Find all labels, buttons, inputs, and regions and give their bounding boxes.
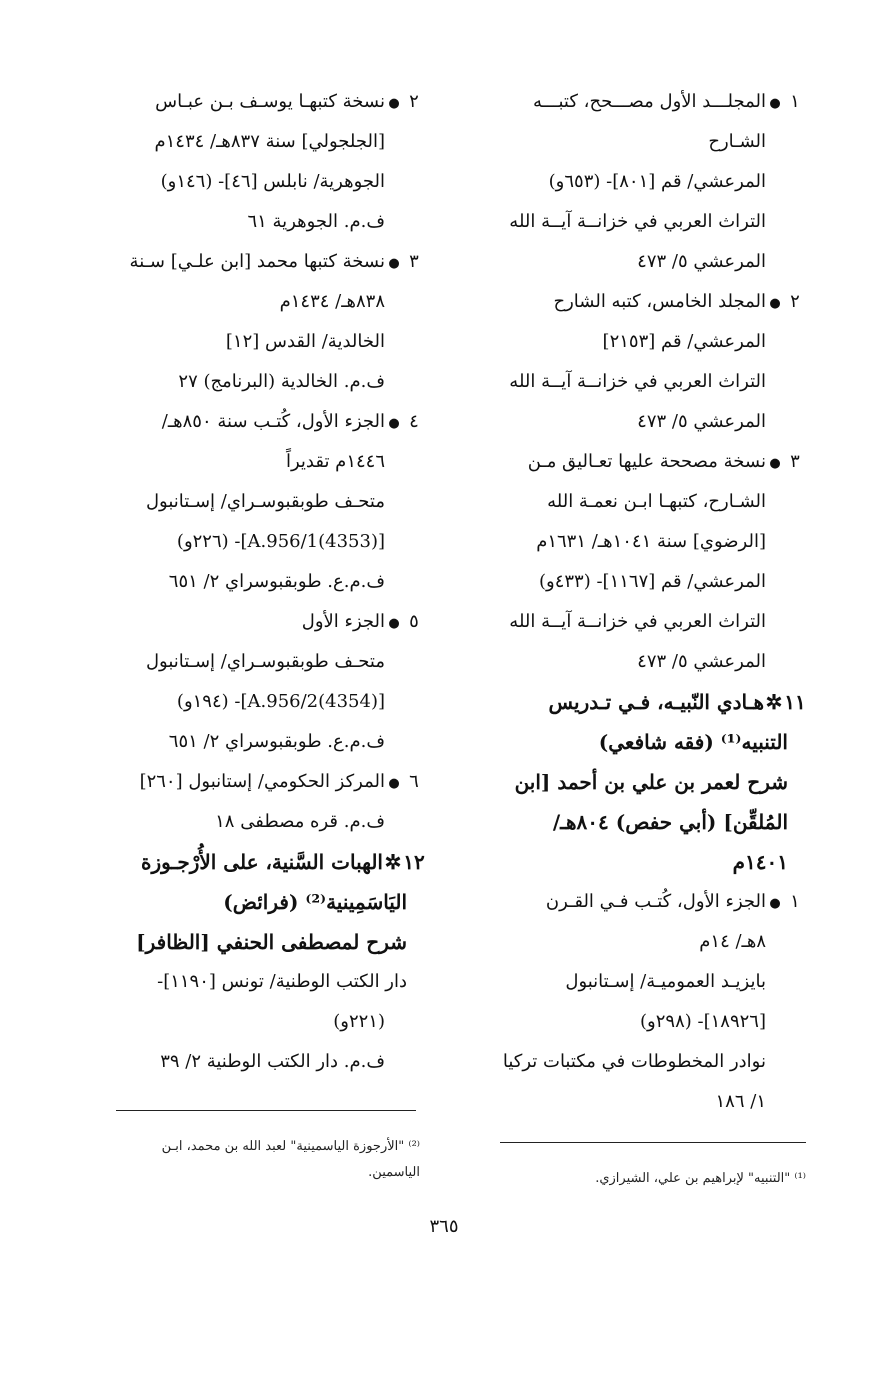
left-column-line: [80, 402, 425, 442]
left-column-line: دار الكتب الوطنية/ تونس [١١٩٠]-: [157, 971, 407, 992]
right-column-line: التراث العربي في خزانــة آيــة الله: [509, 371, 766, 392]
left-column-line: [(4353)A.956/1]- (٢٢٦و): [176, 531, 385, 552]
right-column-line: التراث العربي في خزانــة آيــة الله: [509, 211, 766, 232]
right-column-line: التنبيه⁽¹⁾ (فقه شافعي): [598, 730, 788, 754]
star-icon: ✲: [765, 690, 783, 714]
right-column-line: المرعشي/ قم [٢١٥٣]: [602, 331, 766, 352]
left-column-line: متحـف طوبقبوسـراي/ إسـتانبول: [145, 491, 385, 512]
left-column-line: ف.م. الجوهرية ٦١: [247, 211, 385, 232]
title-number: ١١: [784, 690, 806, 714]
left-column-line: [الجلجولي] سنة ٨٣٧هـ/ ١٤٣٤م: [154, 131, 385, 152]
bullet-icon: ●: [388, 96, 400, 111]
left-column-line: (٢٢١و): [333, 1011, 385, 1032]
footnote-rule-left: [116, 1110, 416, 1111]
bullet-icon: ●: [769, 96, 781, 111]
right-column-line: [١٨٩٢٦]- (٢٩٨و): [640, 1011, 766, 1032]
bullet-icon: ●: [388, 776, 400, 791]
entry-number: ٦: [409, 771, 419, 792]
entry-number: ٢: [790, 291, 800, 312]
right-column-line: بايزيـد العموميـة/ إسـتانبول: [565, 971, 766, 992]
left-column-line: [(4354)A.956/2]- (١٩٤و): [176, 691, 385, 712]
entry-text: المجلـــد الأول مصـــحح، كتبـــه: [533, 91, 766, 112]
right-column-line: [466, 442, 806, 482]
right-column-line: ١/ ١٨٦: [715, 1091, 766, 1112]
left-column-line: شرح لمصطفى الحنفي [الظافر]: [136, 930, 407, 954]
footnote-left-line1: ⁽²⁾ "الأرجوزة الياسمينية" لعبد الله بن محمد، ابـن: [161, 1139, 420, 1154]
left-column-line: الخالدية/ القدس [١٢]: [225, 331, 385, 352]
right-column-line: [466, 882, 806, 922]
title-text: هـادي النّبيـه، فـي تـدريس: [548, 690, 764, 714]
right-column-line: المرعشي ٥/ ٤٧٣: [637, 411, 766, 432]
left-column-line: [80, 242, 425, 282]
bullet-icon: ●: [769, 896, 781, 911]
entry-number: ٥: [409, 611, 419, 632]
left-column-line: ف.م. قره مصطفى ١٨: [215, 811, 385, 832]
bullet-icon: ●: [388, 416, 400, 431]
star-icon: ✲: [384, 850, 402, 874]
left-column-line: [80, 82, 425, 122]
entry-number: ١: [790, 891, 800, 912]
entry-text: نسخة كتبها محمد [ابن علـي] سـنة: [129, 251, 385, 272]
right-column-line: المرعشي/ قم [١١٦٧]- (٤٣٣و): [538, 571, 766, 592]
title-text: الهبات السَّنية، على الأُرْجـوزة: [141, 850, 383, 874]
entry-text: المجلد الخامس، كتبه الشارح: [553, 291, 766, 312]
right-column-line: الشـارح: [708, 131, 766, 152]
entry-text: الجزء الأول: [301, 611, 385, 632]
right-column-line: ١٤٠١م: [732, 850, 788, 874]
left-column-line: متحـف طوبقبوسـراي/ إسـتانبول: [145, 651, 385, 672]
entry-number: ٤: [409, 411, 419, 432]
right-column-line: ٨هـ/ ١٤م: [699, 931, 766, 952]
entry-number: ٣: [790, 451, 800, 472]
left-column-line: ف.م.ع. طوبقبوسراي ٢/ ٦٥١: [168, 731, 385, 752]
left-column-line: [80, 762, 425, 802]
right-column-line: [466, 282, 806, 322]
left-column-line: [80, 602, 425, 642]
right-column-line: المرعشي ٥/ ٤٧٣: [637, 651, 766, 672]
right-column-line: نوادر المخطوطات في مكتبات تركيا: [502, 1051, 766, 1072]
entry-text: نسخة مصححة عليها تعـاليق مـن: [527, 451, 766, 472]
right-column-line: المرعشي/ قم [٨٠١]- (٦٥٣و): [548, 171, 766, 192]
entry-text: الجزء الأول، كُتـب فـي القـرن: [545, 891, 766, 912]
footnote-right: ⁽¹⁾ "التنبيه" لإبراهيم بن علي، الشيرازي.: [595, 1171, 806, 1186]
footnote-left-line2: الياسمين.: [368, 1165, 420, 1180]
entry-number: ١: [790, 91, 800, 112]
left-column-line: ف.م.ع. طوبقبوسراي ٢/ ٦٥١: [168, 571, 385, 592]
left-column-line: [80, 842, 425, 882]
left-column-line: الجوهرية/ نابلس [٤٦]- (١٤٦و): [160, 171, 385, 192]
bullet-icon: ●: [388, 616, 400, 631]
right-column-line: المرعشي ٥/ ٤٧٣: [637, 251, 766, 272]
entry-text: المركز الحكومي/ إستانبول [٢٦٠]: [139, 771, 385, 792]
bullet-icon: ●: [769, 456, 781, 471]
left-column: [80, 82, 425, 1082]
bullet-icon: ●: [388, 256, 400, 271]
footnote-rule-right: [500, 1142, 806, 1143]
page-number: ٣٦٥: [429, 1216, 459, 1237]
entry-text: نسخة كتبهـا يوسـف بـن عبـاس: [155, 91, 385, 112]
right-column-line: [466, 82, 806, 122]
left-column-line: ٨٣٨هـ/ ١٤٣٤م: [279, 291, 385, 312]
right-column-line: شرح لعمر بن علي بن أحمد [ابن: [514, 770, 788, 794]
title-number: ١٢: [403, 850, 425, 874]
footnote-left: [80, 1134, 420, 1186]
entry-number: ٣: [409, 251, 419, 272]
entry-number: ٢: [409, 91, 419, 112]
left-column-line: ف.م. الخالدية (البرنامج) ٢٧: [178, 371, 385, 392]
right-column-line: التراث العربي في خزانــة آيــة الله: [509, 611, 766, 632]
right-column-line: الشـارح، كتبهـا ابـن نعمـة الله: [547, 491, 766, 512]
right-column-line: المُلقِّن] (أبي حفص) ٨٠٤هـ/: [552, 810, 788, 834]
right-column-line: [الرضوي] سنة ١٠٤١هـ/ ١٦٣١م: [536, 531, 766, 552]
left-column-line: ١٤٤٦م تقديراً: [285, 451, 385, 472]
entry-text: الجزء الأول، كُتـب سنة ٨٥٠هـ/: [161, 411, 385, 432]
right-column-line: [466, 682, 806, 722]
left-column-line: اليَاسَمِينية⁽²⁾ (فرائض): [223, 890, 407, 914]
left-column-line: ف.م. دار الكتب الوطنية ٢/ ٣٩: [160, 1051, 385, 1072]
bullet-icon: ●: [769, 296, 781, 311]
right-column: [466, 82, 806, 1122]
